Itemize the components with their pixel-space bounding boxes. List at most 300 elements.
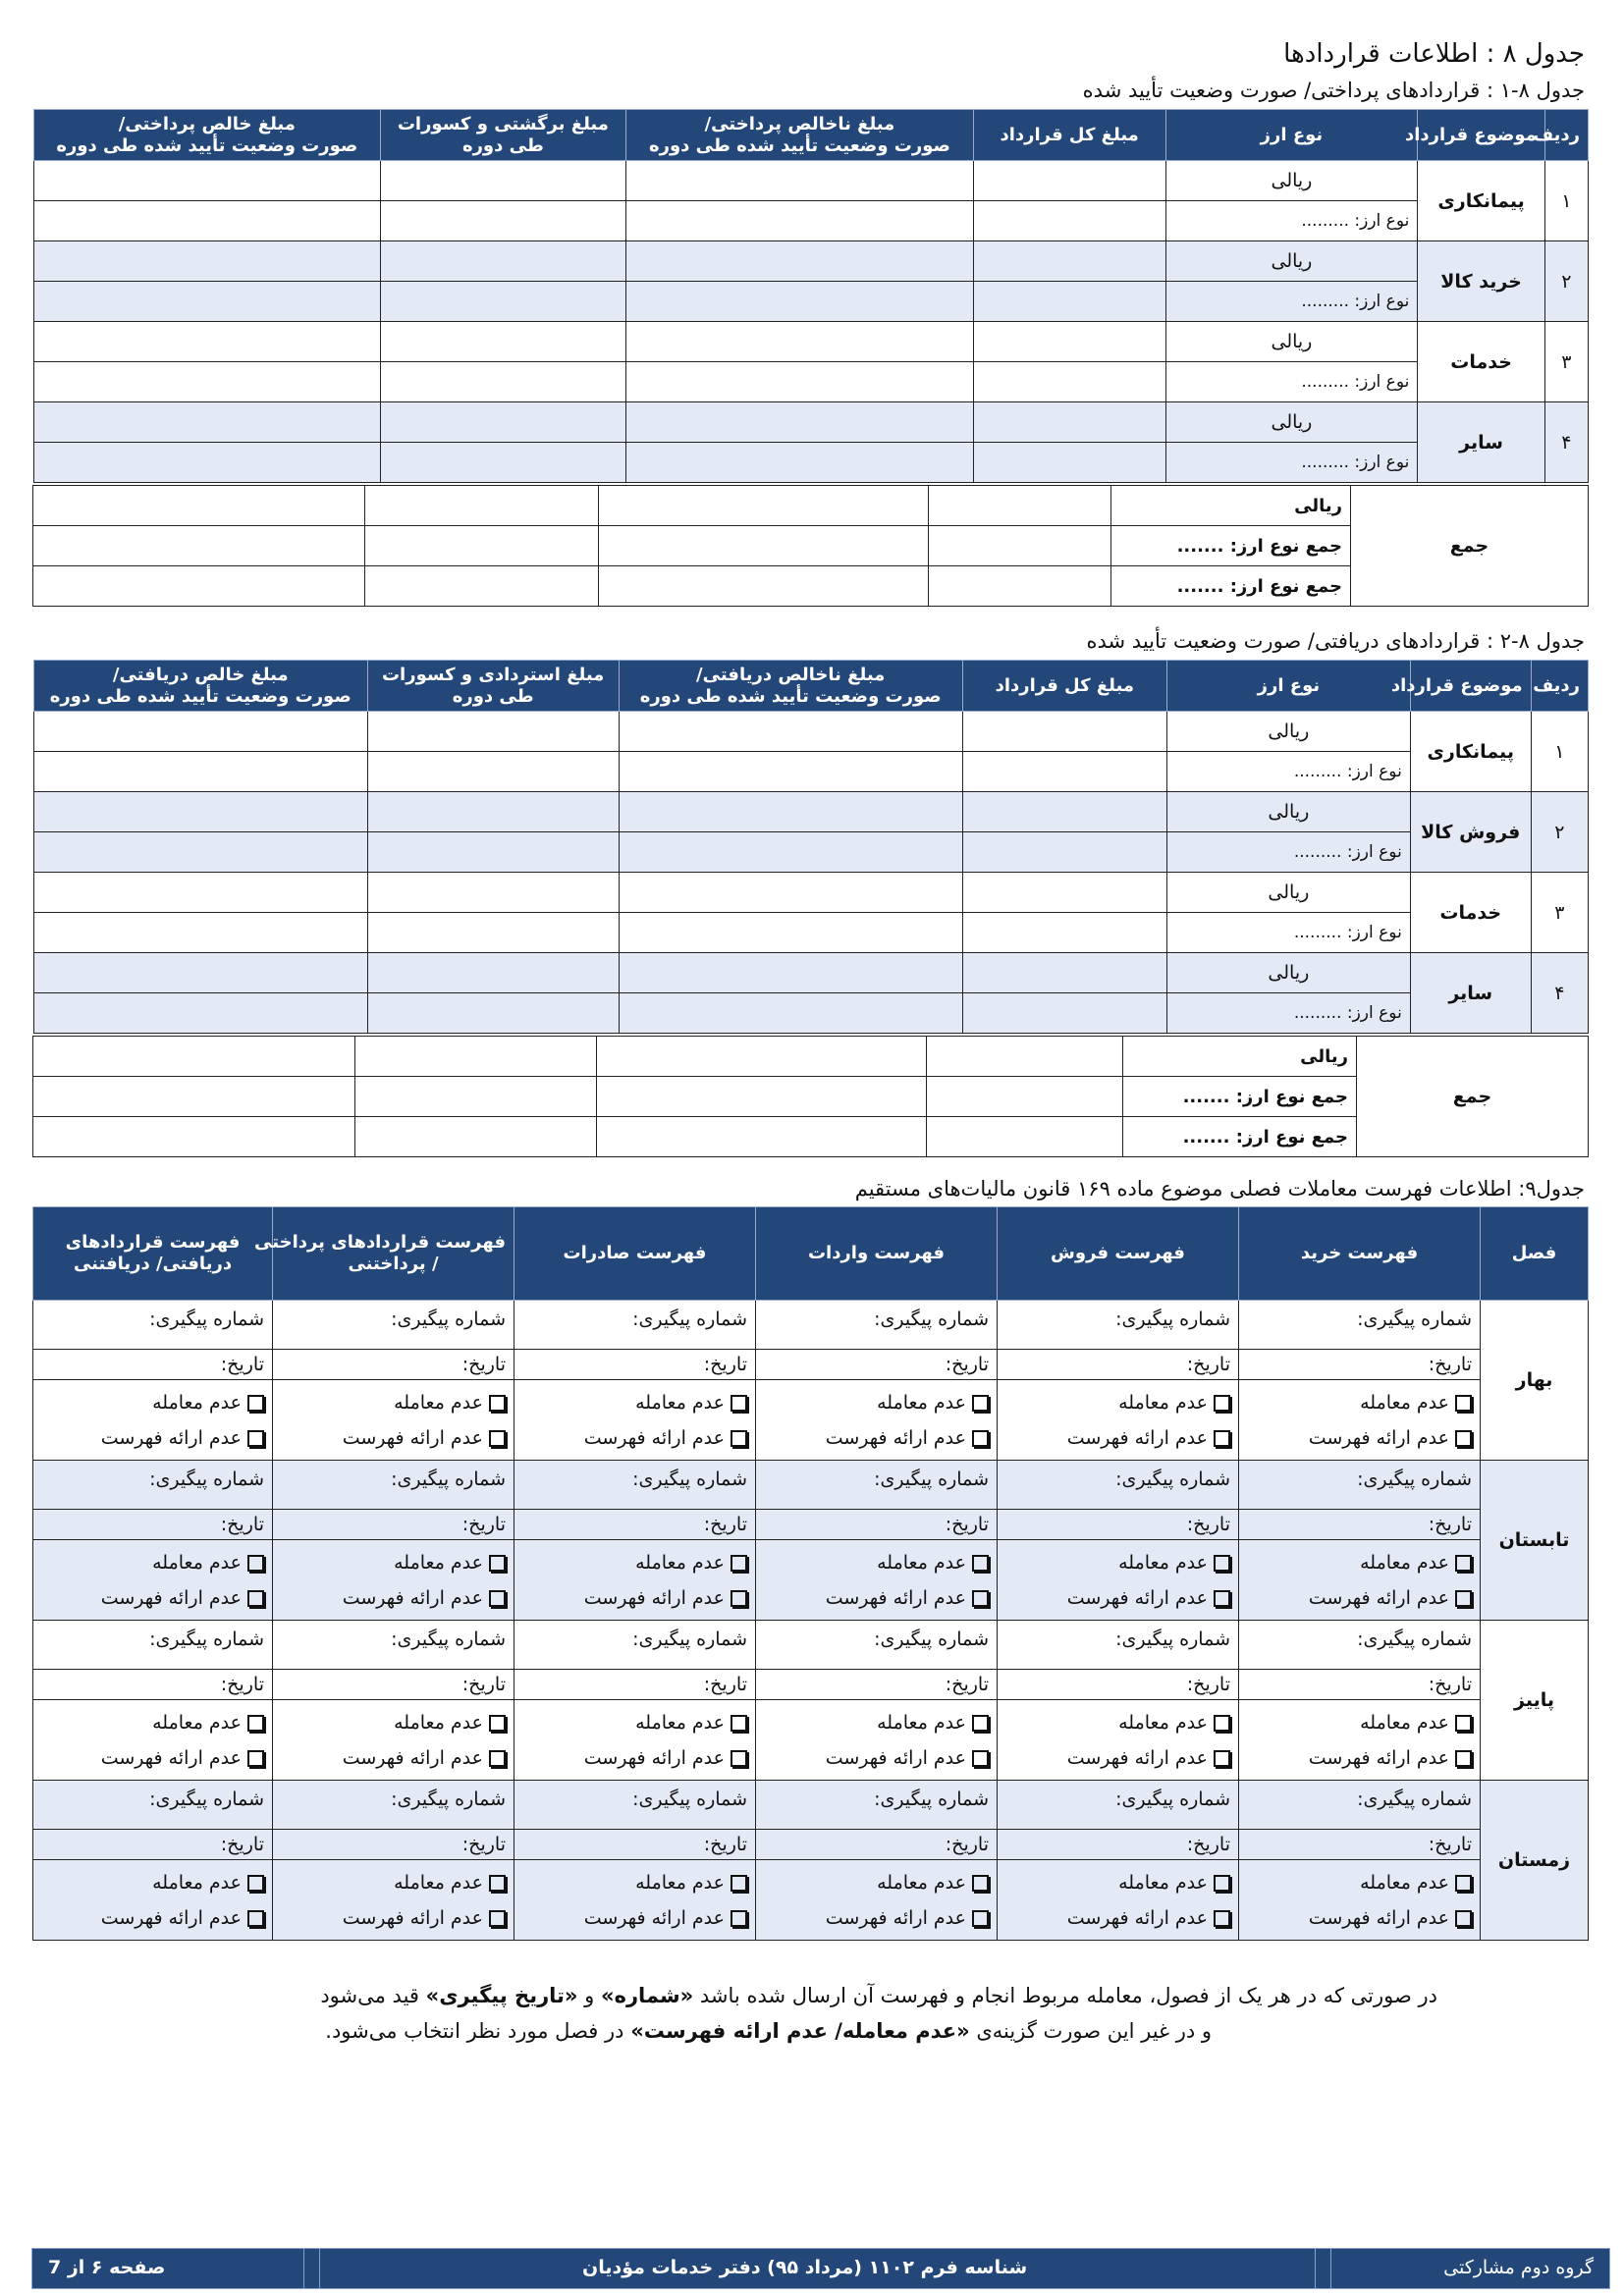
no-trade-checkbox[interactable]: عدم معامله (764, 1865, 989, 1900)
no-list-checkbox[interactable]: عدم ارائه فهرست (764, 1420, 989, 1456)
cell-gross[interactable] (619, 752, 962, 792)
checkbox-icon (247, 1910, 264, 1927)
cell-total[interactable] (929, 566, 1111, 607)
cell-gross[interactable] (619, 712, 962, 752)
tracking-number-field[interactable]: شماره پیگیری: (33, 1461, 273, 1510)
checkbox-icon (1214, 1555, 1230, 1572)
no-list-checkbox[interactable]: عدم ارائه فهرست (522, 1420, 747, 1456)
cell-gross[interactable] (626, 362, 974, 402)
checkbox-icon (1455, 1430, 1472, 1447)
checkbox-icon (1214, 1715, 1230, 1732)
season-label: بهار (1481, 1301, 1589, 1461)
status-options (756, 1700, 998, 1781)
cell-total[interactable] (962, 832, 1166, 873)
currency-type[interactable]: نوع ارز: ......... (1166, 832, 1410, 873)
checkbox-icon (1455, 1750, 1472, 1767)
no-list-checkbox[interactable]: عدم ارائه فهرست (281, 1740, 506, 1776)
table-8-1-caption: جدول ۸-۱ : قراردادهای پرداختی/ صورت وضعیت تأیید شده (1082, 79, 1585, 102)
no-list-checkbox[interactable]: عدم ارائه فهرست (1005, 1580, 1230, 1616)
cell-returns[interactable] (380, 241, 626, 282)
cell-net[interactable] (34, 201, 381, 241)
cell-gross[interactable] (626, 443, 974, 483)
no-trade-checkbox[interactable]: عدم معامله (522, 1385, 747, 1420)
tracking-number-field[interactable]: شماره پیگیری: (756, 1621, 998, 1670)
cell-total[interactable] (929, 526, 1111, 566)
cell-net[interactable] (34, 362, 381, 402)
tracking-number-field[interactable]: شماره پیگیری: (514, 1461, 756, 1510)
date-field[interactable]: تاریخ: (273, 1670, 514, 1700)
checkbox-icon (731, 1750, 747, 1767)
tracking-number-field[interactable]: شماره پیگیری: (514, 1621, 756, 1670)
date-field[interactable]: تاریخ: (998, 1350, 1239, 1380)
currency-rial: ریالی (1166, 873, 1410, 913)
table-9 (32, 1206, 1589, 1941)
header-paid-contracts: فهرست قراردادهای پرداختی / پرداختنی (273, 1207, 514, 1301)
cell-gross[interactable] (597, 1117, 927, 1157)
cell-returns[interactable] (367, 873, 619, 913)
date-field[interactable]: تاریخ: (273, 1830, 514, 1860)
cell-returns[interactable] (380, 161, 626, 201)
table-8-2-sum (32, 1036, 1589, 1157)
cell-gross[interactable] (626, 402, 974, 443)
sum-currency[interactable]: جمع نوع ارز: ....... (1111, 526, 1351, 566)
status-options (756, 1860, 998, 1941)
table-8-2-caption: جدول ۸-۲ : قراردادهای دریافتی/ صورت وضعیت تأیید شده (1086, 629, 1585, 653)
cell-returns[interactable] (365, 486, 599, 526)
no-list-checkbox[interactable]: عدم ارائه فهرست (522, 1580, 747, 1616)
cell-returns[interactable] (380, 322, 626, 362)
checkbox-icon (731, 1395, 747, 1412)
date-field[interactable]: تاریخ: (33, 1510, 273, 1540)
cell-returns[interactable] (380, 402, 626, 443)
contract-subject: پیمانکاری (1410, 712, 1531, 792)
date-field[interactable]: تاریخ: (514, 1350, 756, 1380)
contract-subject: خدمات (1418, 322, 1544, 402)
cell-gross[interactable] (599, 566, 929, 607)
no-trade-checkbox[interactable]: عدم معامله (764, 1545, 989, 1580)
no-list-checkbox[interactable]: عدم ارائه فهرست (281, 1420, 506, 1456)
tracking-number-field[interactable]: شماره پیگیری: (273, 1301, 514, 1350)
header-sales: فهرست فروش (998, 1207, 1239, 1301)
cell-gross[interactable] (626, 282, 974, 322)
cell-returns[interactable] (380, 443, 626, 483)
cell-net[interactable] (34, 832, 368, 873)
no-list-checkbox[interactable]: عدم ارائه فهرست (1247, 1900, 1472, 1936)
status-options (273, 1540, 514, 1621)
no-trade-checkbox[interactable]: عدم معامله (281, 1385, 506, 1420)
no-trade-checkbox[interactable]: عدم معامله (41, 1865, 264, 1900)
cell-gross[interactable] (619, 913, 962, 953)
tracking-number-field[interactable]: شماره پیگیری: (998, 1781, 1239, 1830)
checkbox-icon (972, 1430, 989, 1447)
date-field[interactable]: تاریخ: (514, 1510, 756, 1540)
status-options (1239, 1380, 1481, 1461)
checkbox-icon (1455, 1715, 1472, 1732)
date-field[interactable]: تاریخ: (514, 1670, 756, 1700)
cell-returns[interactable] (367, 993, 619, 1034)
cell-total[interactable] (927, 1037, 1123, 1077)
status-options (756, 1380, 998, 1461)
sum-currency[interactable]: جمع نوع ارز: ....... (1123, 1117, 1357, 1157)
cell-total[interactable] (973, 402, 1165, 443)
no-list-checkbox[interactable]: عدم ارائه فهرست (41, 1740, 264, 1776)
cell-returns[interactable] (367, 792, 619, 832)
date-field[interactable]: تاریخ: (998, 1510, 1239, 1540)
cell-returns[interactable] (355, 1117, 597, 1157)
cell-net[interactable] (34, 873, 368, 913)
cell-total[interactable] (973, 443, 1165, 483)
date-field[interactable]: تاریخ: (33, 1670, 273, 1700)
table-8-1-sum (32, 485, 1589, 607)
date-field[interactable]: تاریخ: (1239, 1350, 1481, 1380)
cell-total[interactable] (927, 1117, 1123, 1157)
footer-group: گروه دوم مشارکتی (1443, 2257, 1594, 2278)
status-options (273, 1380, 514, 1461)
no-list-checkbox[interactable]: عدم ارائه فهرست (764, 1740, 989, 1776)
currency-type[interactable]: نوع ارز: ......... (1165, 282, 1418, 322)
checkbox-icon (972, 1590, 989, 1607)
cell-net[interactable] (33, 1077, 355, 1117)
cell-net[interactable] (34, 443, 381, 483)
cell-net[interactable] (33, 486, 365, 526)
header-net: مبلغ خالص دریافتی/ صورت وضعیت تأیید شده طی دوره (34, 661, 368, 712)
header-received-contracts: فهرست قراردادهای دریافتی/ دریافتنی (33, 1207, 273, 1301)
status-options (33, 1380, 273, 1461)
section-title: جدول ۸ : اطلاعات قراردادها (1283, 39, 1585, 69)
cell-returns[interactable] (355, 1037, 597, 1077)
cell-returns[interactable] (365, 526, 599, 566)
header-net: مبلغ خالص پرداختی/ صورت وضعیت تأیید شده طی دوره (34, 110, 381, 161)
cell-net[interactable] (34, 953, 368, 993)
row-number: ۲ (1544, 241, 1588, 322)
header-returns: مبلغ برگشتی و کسورات طی دوره (380, 110, 626, 161)
cell-gross[interactable] (597, 1077, 927, 1117)
currency-type[interactable]: نوع ارز: ......... (1166, 993, 1410, 1034)
status-options (756, 1540, 998, 1621)
status-options (1239, 1860, 1481, 1941)
no-trade-checkbox[interactable]: عدم معامله (1005, 1545, 1230, 1580)
header-subject: موضوع قرارداد (1418, 110, 1544, 161)
cell-returns[interactable] (365, 566, 599, 607)
contract-subject: خرید کالا (1418, 241, 1544, 322)
date-field[interactable]: تاریخ: (1239, 1830, 1481, 1860)
cell-total[interactable] (973, 241, 1165, 282)
tracking-number-field[interactable]: شماره پیگیری: (33, 1781, 273, 1830)
cell-net[interactable] (34, 161, 381, 201)
cell-total[interactable] (962, 953, 1166, 993)
no-list-checkbox[interactable]: عدم ارائه فهرست (41, 1580, 264, 1616)
tracking-number-field[interactable]: شماره پیگیری: (514, 1301, 756, 1350)
cell-total[interactable] (962, 792, 1166, 832)
tracking-number-field[interactable]: شماره پیگیری: (33, 1301, 273, 1350)
no-trade-checkbox[interactable]: عدم معامله (281, 1865, 506, 1900)
cell-gross[interactable] (626, 201, 974, 241)
date-field[interactable]: تاریخ: (756, 1830, 998, 1860)
date-field[interactable]: تاریخ: (33, 1350, 273, 1380)
cell-returns[interactable] (367, 752, 619, 792)
checkbox-icon (731, 1910, 747, 1927)
row-number: ۲ (1531, 792, 1588, 873)
date-field[interactable]: تاریخ: (273, 1510, 514, 1540)
cell-total[interactable] (973, 161, 1165, 201)
cell-returns[interactable] (367, 832, 619, 873)
no-trade-checkbox[interactable]: عدم معامله (1247, 1385, 1472, 1420)
page-footer (31, 2248, 1610, 2289)
no-trade-checkbox[interactable]: عدم معامله (281, 1705, 506, 1740)
checkbox-icon (489, 1555, 506, 1572)
no-list-checkbox[interactable]: عدم ارائه فهرست (1005, 1740, 1230, 1776)
cell-net[interactable] (34, 322, 381, 362)
cell-total[interactable] (973, 282, 1165, 322)
cell-gross[interactable] (626, 322, 974, 362)
footnote (320, 1978, 1437, 2049)
footnote-line-1: در صورتی که در هر یک از فصول، معامله مربوط انجام و فهرست آن ارسال شده باشد «شماره» و «تاریخ پیگیری» قید می‌شود (320, 1984, 1437, 2007)
tracking-number-field[interactable]: شماره پیگیری: (33, 1621, 273, 1670)
no-list-checkbox[interactable]: عدم ارائه فهرست (1005, 1420, 1230, 1456)
cell-total[interactable] (962, 712, 1166, 752)
checkbox-icon (247, 1555, 264, 1572)
status-options (33, 1700, 273, 1781)
cell-net[interactable] (33, 1037, 355, 1077)
cell-gross[interactable] (626, 161, 974, 201)
no-list-checkbox[interactable]: عدم ارائه فهرست (41, 1900, 264, 1936)
row-number: ۴ (1531, 953, 1588, 1034)
tracking-number-field[interactable]: شماره پیگیری: (273, 1621, 514, 1670)
status-options (998, 1540, 1239, 1621)
status-options (514, 1540, 756, 1621)
cell-returns[interactable] (367, 953, 619, 993)
tracking-number-field[interactable]: شماره پیگیری: (998, 1621, 1239, 1670)
tracking-number-field[interactable]: شماره پیگیری: (273, 1781, 514, 1830)
checkbox-icon (1214, 1395, 1230, 1412)
tracking-number-field[interactable]: شماره پیگیری: (998, 1461, 1239, 1510)
checkbox-icon (489, 1590, 506, 1607)
checkbox-icon (1214, 1910, 1230, 1927)
cell-returns[interactable] (380, 362, 626, 402)
checkbox-icon (972, 1395, 989, 1412)
no-list-checkbox[interactable]: عدم ارائه فهرست (1247, 1420, 1472, 1456)
no-trade-checkbox[interactable]: عدم معامله (764, 1705, 989, 1740)
cell-gross[interactable] (619, 792, 962, 832)
no-trade-checkbox[interactable]: عدم معامله (1247, 1705, 1472, 1740)
date-field[interactable]: تاریخ: (514, 1830, 756, 1860)
no-trade-checkbox[interactable]: عدم معامله (41, 1705, 264, 1740)
contract-subject: خدمات (1410, 873, 1531, 953)
currency-type[interactable]: نوع ارز: ......... (1165, 362, 1418, 402)
cell-returns[interactable] (367, 712, 619, 752)
no-trade-checkbox[interactable]: عدم معامله (522, 1705, 747, 1740)
no-list-checkbox[interactable]: عدم ارائه فهرست (764, 1580, 989, 1616)
status-options (514, 1700, 756, 1781)
cell-gross[interactable] (599, 486, 929, 526)
cell-gross[interactable] (619, 873, 962, 913)
header-subject: موضوع قرارداد (1410, 661, 1531, 712)
tracking-number-field[interactable]: شماره پیگیری: (1239, 1301, 1481, 1350)
cell-net[interactable] (33, 566, 365, 607)
header-total: مبلغ کل قرارداد (973, 110, 1165, 161)
checkbox-icon (247, 1590, 264, 1607)
currency-type[interactable]: نوع ارز: ......... (1165, 201, 1418, 241)
date-field[interactable]: تاریخ: (998, 1830, 1239, 1860)
cell-net[interactable] (34, 712, 368, 752)
season-label: پاییز (1481, 1621, 1589, 1781)
checkbox-icon (731, 1555, 747, 1572)
checkbox-icon (1214, 1875, 1230, 1892)
date-field[interactable]: تاریخ: (998, 1670, 1239, 1700)
date-field[interactable]: تاریخ: (1239, 1510, 1481, 1540)
status-options (33, 1540, 273, 1621)
sum-label: جمع (1357, 1037, 1589, 1157)
currency-rial: ریالی (1165, 161, 1418, 201)
header-purchase: فهرست خرید (1239, 1207, 1481, 1301)
date-field[interactable]: تاریخ: (756, 1350, 998, 1380)
cell-returns[interactable] (380, 201, 626, 241)
checkbox-icon (1455, 1590, 1472, 1607)
tracking-number-field[interactable]: شماره پیگیری: (514, 1781, 756, 1830)
no-trade-checkbox[interactable]: عدم معامله (1005, 1705, 1230, 1740)
status-options (998, 1860, 1239, 1941)
tracking-number-field[interactable]: شماره پیگیری: (756, 1781, 998, 1830)
checkbox-icon (1455, 1875, 1472, 1892)
cell-gross[interactable] (619, 953, 962, 993)
cell-gross[interactable] (619, 993, 962, 1034)
cell-gross[interactable] (626, 241, 974, 282)
no-trade-checkbox[interactable]: عدم معامله (764, 1385, 989, 1420)
table-9-caption: جدول۹: اطلاعات فهرست معاملات فصلی موضوع ماده ۱۶۹ قانون مالیات‌های مستقیم (854, 1177, 1585, 1201)
cell-total[interactable] (973, 322, 1165, 362)
checkbox-icon (1214, 1750, 1230, 1767)
no-list-checkbox[interactable]: عدم ارائه فهرست (1247, 1740, 1472, 1776)
currency-rial: ریالی (1165, 241, 1418, 282)
no-trade-checkbox[interactable]: عدم معامله (522, 1545, 747, 1580)
date-field[interactable]: تاریخ: (1239, 1670, 1481, 1700)
cell-net[interactable] (34, 913, 368, 953)
tracking-number-field[interactable]: شماره پیگیری: (273, 1461, 514, 1510)
cell-total[interactable] (962, 752, 1166, 792)
tracking-number-field[interactable]: شماره پیگیری: (1239, 1621, 1481, 1670)
cell-net[interactable] (33, 526, 365, 566)
checkbox-icon (1214, 1430, 1230, 1447)
checkbox-icon (972, 1910, 989, 1927)
cell-net[interactable] (34, 282, 381, 322)
cell-net[interactable] (34, 752, 368, 792)
header-radif: ردیف (1544, 110, 1588, 161)
cell-total[interactable] (973, 362, 1165, 402)
checkbox-icon (247, 1395, 264, 1412)
checkbox-icon (731, 1430, 747, 1447)
cell-gross[interactable] (619, 832, 962, 873)
checkbox-icon (731, 1875, 747, 1892)
checkbox-icon (1455, 1395, 1472, 1412)
cell-net[interactable] (34, 792, 368, 832)
tracking-number-field[interactable]: شماره پیگیری: (1239, 1461, 1481, 1510)
cell-total[interactable] (962, 913, 1166, 953)
table-8-2 (33, 660, 1589, 1034)
checkbox-icon (489, 1430, 506, 1447)
checkbox-icon (972, 1555, 989, 1572)
no-list-checkbox[interactable]: عدم ارائه فهرست (41, 1420, 264, 1456)
cell-gross[interactable] (597, 1037, 927, 1077)
sum-currency[interactable]: جمع نوع ارز: ....... (1111, 566, 1351, 607)
checkbox-icon (972, 1875, 989, 1892)
row-number: ۱ (1544, 161, 1588, 241)
checkbox-icon (489, 1750, 506, 1767)
cell-returns[interactable] (367, 913, 619, 953)
status-options (1239, 1700, 1481, 1781)
header-gross: مبلغ ناخالص دریافتی/ صورت وضعیت تأیید شده طی دوره (619, 661, 962, 712)
tracking-number-field[interactable]: شماره پیگیری: (1239, 1781, 1481, 1830)
date-field[interactable]: تاریخ: (273, 1350, 514, 1380)
no-list-checkbox[interactable]: عدم ارائه فهرست (281, 1580, 506, 1616)
cell-net[interactable] (34, 402, 381, 443)
date-field[interactable]: تاریخ: (756, 1670, 998, 1700)
no-trade-checkbox[interactable]: عدم معامله (281, 1545, 506, 1580)
header-returns: مبلغ استردادی و کسورات طی دوره (367, 661, 619, 712)
cell-net[interactable] (33, 1117, 355, 1157)
checkbox-icon (972, 1715, 989, 1732)
header-currency: نوع ارز (1165, 110, 1418, 161)
date-field[interactable]: تاریخ: (33, 1830, 273, 1860)
currency-rial: ریالی (1166, 792, 1410, 832)
cell-gross[interactable] (599, 526, 929, 566)
cell-total[interactable] (962, 993, 1166, 1034)
row-number: ۳ (1531, 873, 1588, 953)
status-options (33, 1860, 273, 1941)
contract-subject: فروش کالا (1410, 792, 1531, 873)
tracking-number-field[interactable]: شماره پیگیری: (998, 1301, 1239, 1350)
checkbox-icon (489, 1910, 506, 1927)
cell-returns[interactable] (355, 1077, 597, 1117)
cell-net[interactable] (34, 993, 368, 1034)
footer-form-id: شناسه فرم ۱۱۰۲ (مرداد ۹۵) دفتر خدمات مؤدیان (582, 2257, 1028, 2278)
header-total: مبلغ کل قرارداد (962, 661, 1166, 712)
checkbox-icon (1455, 1555, 1472, 1572)
no-list-checkbox[interactable]: عدم ارائه فهرست (522, 1900, 747, 1936)
no-trade-checkbox[interactable]: عدم معامله (1247, 1545, 1472, 1580)
checkbox-icon (731, 1715, 747, 1732)
no-trade-checkbox[interactable]: عدم معامله (41, 1545, 264, 1580)
tracking-number-field[interactable]: شماره پیگیری: (756, 1461, 998, 1510)
no-trade-checkbox[interactable]: عدم معامله (41, 1385, 264, 1420)
no-list-checkbox[interactable]: عدم ارائه فهرست (1005, 1900, 1230, 1936)
date-field[interactable]: تاریخ: (756, 1510, 998, 1540)
no-list-checkbox[interactable]: عدم ارائه فهرست (281, 1900, 506, 1936)
cell-returns[interactable] (380, 282, 626, 322)
cell-net[interactable] (34, 241, 381, 282)
no-list-checkbox[interactable]: عدم ارائه فهرست (1247, 1580, 1472, 1616)
cell-total[interactable] (927, 1077, 1123, 1117)
no-trade-checkbox[interactable]: عدم معامله (1247, 1865, 1472, 1900)
footer-page-number: صفحه ۶ از 7 (48, 2257, 166, 2278)
no-trade-checkbox[interactable]: عدم معامله (522, 1865, 747, 1900)
sum-currency[interactable]: جمع نوع ارز: ....... (1123, 1077, 1357, 1117)
row-number: ۳ (1544, 322, 1588, 402)
cell-total[interactable] (929, 486, 1111, 526)
cell-total[interactable] (962, 873, 1166, 913)
checkbox-icon (247, 1875, 264, 1892)
currency-type[interactable]: نوع ارز: ......... (1166, 913, 1410, 953)
cell-total[interactable] (973, 201, 1165, 241)
footnote-line-2: و در غیر این صورت گزینه‌ی «عدم معامله/ عدم ارائه فهرست» در فصل مورد نظر انتخاب می‌شود. (325, 2019, 1212, 2043)
no-trade-checkbox[interactable]: عدم معامله (1005, 1385, 1230, 1420)
no-list-checkbox[interactable]: عدم ارائه فهرست (522, 1740, 747, 1776)
no-trade-checkbox[interactable]: عدم معامله (1005, 1865, 1230, 1900)
no-list-checkbox[interactable]: عدم ارائه فهرست (764, 1900, 989, 1936)
season-label: تابستان (1481, 1461, 1589, 1621)
tracking-number-field[interactable]: شماره پیگیری: (756, 1301, 998, 1350)
currency-type[interactable]: نوع ارز: ......... (1166, 752, 1410, 792)
currency-type[interactable]: نوع ارز: ......... (1165, 443, 1418, 483)
